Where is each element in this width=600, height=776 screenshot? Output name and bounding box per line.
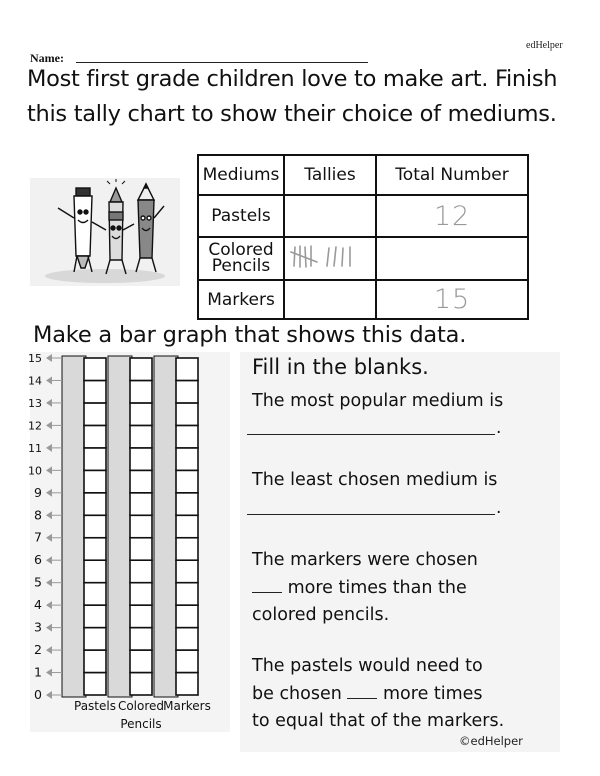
bar-cell[interactable] (176, 493, 198, 515)
bar-cell[interactable] (84, 673, 106, 695)
header-mediums: Mediums (198, 155, 284, 195)
y-tick-arrow (46, 556, 52, 564)
tally-marks (287, 238, 373, 274)
question-markers-vs-pencils (252, 547, 478, 629)
bar-cell[interactable] (130, 605, 152, 627)
answer-blank-pastels-vs-markers[interactable] (347, 680, 377, 699)
bar-cell[interactable] (84, 583, 106, 605)
y-tick-arrow (46, 534, 52, 542)
brand-footer: ©edHelper (459, 734, 523, 748)
question-text: The pastels would need to (252, 656, 483, 676)
y-tick-arrow (46, 511, 52, 519)
medium-label-text: Colored (208, 239, 274, 260)
bar-column-colored-pencils[interactable] (130, 358, 152, 695)
y-tick-arrow (46, 354, 52, 362)
bar-cell[interactable] (130, 515, 152, 537)
y-tick-label: 14 (28, 374, 42, 388)
bar-cell[interactable] (176, 538, 198, 560)
y-tick-label: 7 (34, 529, 42, 545)
bar-cell[interactable] (130, 650, 152, 672)
bar-cell[interactable] (176, 650, 198, 672)
y-tick-label: 10 (28, 464, 42, 478)
bar-cell[interactable] (176, 628, 198, 650)
question-text: more times than the (287, 578, 467, 598)
bar-cell[interactable] (176, 605, 198, 627)
question-least-chosen: The least chosen medium is (252, 470, 498, 490)
bar-cell[interactable] (84, 493, 106, 515)
graph-lane (62, 356, 86, 697)
question-most-popular: The most popular medium is (252, 391, 504, 411)
y-tick-arrow (46, 646, 52, 654)
fill-in-heading: Fill in the blanks. (252, 355, 429, 379)
x-tick-label: Pencils (120, 717, 162, 731)
bar-cell[interactable] (130, 673, 152, 695)
bar-cell[interactable] (84, 560, 106, 582)
y-tick-label: 11 (28, 441, 42, 455)
intro-text: Most first grade children love to make art. Finish this tally chart to show their choice of mediums. (27, 66, 558, 127)
bar-cell[interactable] (84, 628, 106, 650)
bar-cell[interactable] (176, 358, 198, 380)
medium-label (198, 195, 284, 237)
graph-lane (108, 356, 132, 697)
medium-label-text: Markers (207, 289, 275, 310)
bar-cell[interactable] (84, 403, 106, 425)
bar-cell[interactable] (84, 358, 106, 380)
question-text: The markers were chosen (252, 550, 478, 570)
y-tick-label: 6 (34, 552, 42, 568)
y-tick-label: 12 (28, 419, 42, 433)
medium-label-text: Pastels (211, 206, 271, 226)
question-text: more times (383, 684, 483, 704)
question-text: be chosen (252, 684, 342, 704)
bar-cell[interactable] (130, 380, 152, 402)
y-tick-label: 13 (28, 396, 42, 410)
bar-cell[interactable] (130, 448, 152, 470)
answer-blank-markers-vs-pencils[interactable] (252, 574, 282, 593)
bar-cell[interactable] (130, 538, 152, 560)
question-text: colored pencils. (252, 605, 390, 625)
tally-header-row (198, 155, 528, 195)
y-tick-label: 0 (34, 687, 42, 702)
answer-blank-most-popular[interactable] (247, 434, 495, 435)
total-cell[interactable] (376, 195, 528, 237)
bar-cell[interactable] (176, 560, 198, 582)
bar-cell[interactable] (176, 515, 198, 537)
bar-cell[interactable] (84, 515, 106, 537)
total-cell[interactable] (376, 280, 528, 319)
tallies-cell[interactable] (284, 280, 376, 319)
total-value: 12 (433, 200, 471, 232)
bar-cell[interactable] (84, 470, 106, 492)
y-tick-label: 1 (34, 664, 42, 680)
bar-column-pastels[interactable] (84, 358, 106, 695)
bar-cell[interactable] (130, 493, 152, 515)
bar-graph-title: Make a bar graph that shows this data. (33, 322, 467, 348)
y-tick-label: 9 (34, 484, 42, 500)
graph-lane (154, 356, 178, 697)
tallies-cell[interactable] (284, 195, 376, 237)
bar-cell[interactable] (130, 470, 152, 492)
y-tick-label: 4 (34, 597, 42, 613)
x-tick-label: Colored (117, 699, 165, 713)
bar-cell[interactable] (130, 403, 152, 425)
y-tick-arrow (46, 444, 52, 452)
medium-label (198, 280, 284, 319)
x-tick-label: Pastels (74, 699, 116, 713)
period: . (496, 498, 502, 518)
bar-cell[interactable] (176, 673, 198, 695)
tally-chart-table (197, 154, 529, 320)
y-tick-arrow (46, 421, 52, 429)
y-tick-label: 5 (34, 574, 42, 590)
y-tick-arrow (46, 669, 52, 677)
bar-cell[interactable] (176, 448, 198, 470)
bar-cell[interactable] (84, 425, 106, 447)
y-tick-arrow (46, 691, 52, 699)
answer-blank-least-chosen[interactable] (247, 514, 495, 515)
bar-column-markers[interactable] (176, 358, 198, 695)
header-tallies: Tallies (284, 155, 376, 195)
bar-cell[interactable] (130, 628, 152, 650)
x-tick-label: Markers (163, 699, 211, 713)
header-total-number: Total Number (376, 155, 528, 195)
y-tick-label: 15 (28, 352, 42, 365)
y-tick-arrow (46, 466, 52, 474)
bar-cell[interactable] (84, 448, 106, 470)
period: . (496, 418, 502, 438)
y-tick-label: 8 (34, 507, 42, 523)
bar-cell[interactable] (176, 380, 198, 402)
question-pastels-vs-markers (252, 653, 504, 735)
question-text: to equal that of the markers. (252, 711, 505, 731)
medium-label (198, 237, 284, 280)
bar-cell[interactable] (130, 583, 152, 605)
bar-cell[interactable] (176, 583, 198, 605)
y-tick-arrow (46, 579, 52, 587)
bar-cell[interactable] (130, 358, 152, 380)
tally-row-pastels (198, 195, 528, 237)
bar-cell[interactable] (130, 560, 152, 582)
total-cell[interactable] (376, 237, 528, 280)
total-value: 15 (433, 284, 471, 315)
bar-cell[interactable] (84, 380, 106, 402)
brand-header: edHelper (526, 40, 563, 51)
y-tick-arrow (46, 399, 52, 407)
name-label: Name: (30, 51, 64, 65)
y-tick-arrow (46, 376, 52, 384)
tally-row-markers (198, 280, 528, 319)
y-tick-label: 2 (34, 642, 42, 658)
tallies-cell[interactable] (284, 237, 376, 280)
y-tick-arrow (46, 489, 52, 497)
bar-cell[interactable] (84, 650, 106, 672)
bar-cell[interactable] (176, 403, 198, 425)
bar-cell[interactable] (130, 425, 152, 447)
bar-cell[interactable] (176, 470, 198, 492)
y-tick-arrow (46, 624, 52, 632)
bar-graph (28, 350, 232, 740)
y-tick-arrow (46, 601, 52, 609)
y-tick-label: 3 (34, 619, 42, 635)
medium-label-text: Pencils (211, 255, 271, 276)
bar-cell[interactable] (84, 605, 106, 627)
bar-cell[interactable] (84, 538, 106, 560)
bar-cell[interactable] (176, 425, 198, 447)
art-supplies-illustration (30, 178, 180, 286)
tally-row-colored-pencils (198, 237, 528, 280)
